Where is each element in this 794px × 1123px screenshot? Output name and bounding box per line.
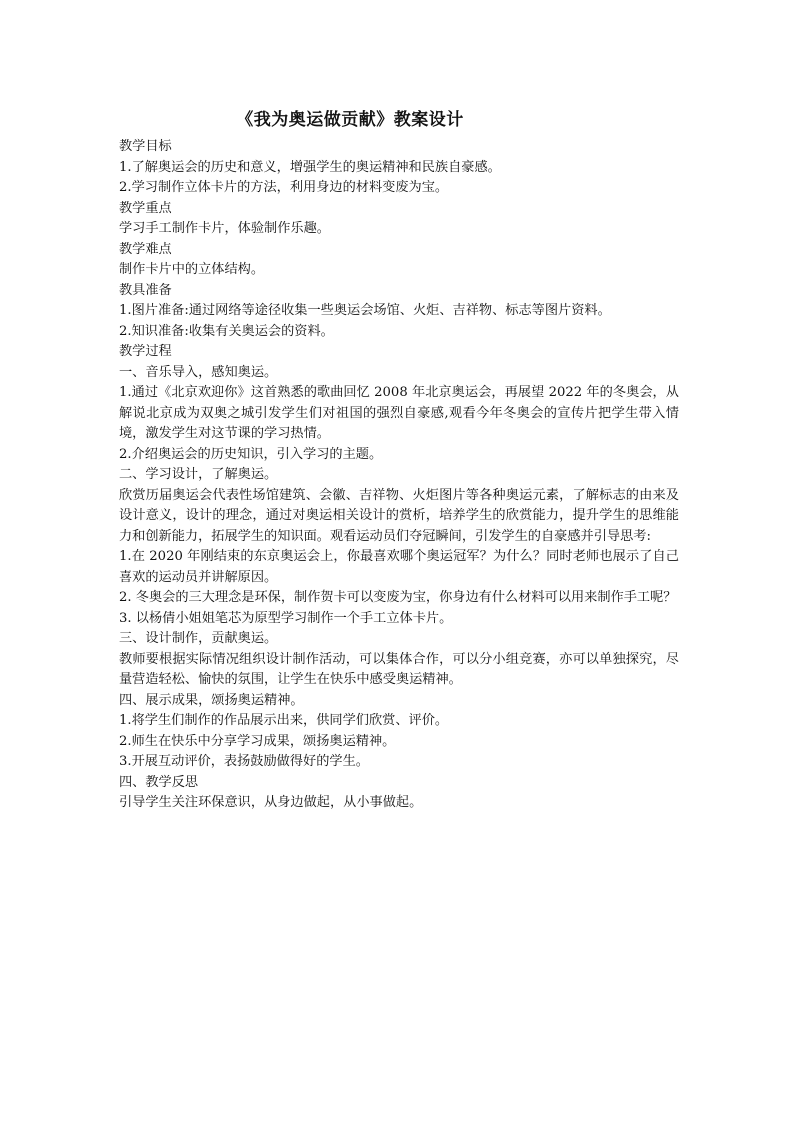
step4-item-3: 3.开展互动评价，表扬鼓励做得好的学生。 (119, 754, 369, 769)
step2-heading: 二、学习设计，了解奥运。 (119, 467, 278, 482)
step2-question-3: 3. 以杨倩小姐姐笔芯为原型学习制作一个手工立体卡片。 (119, 610, 453, 626)
process-heading: 教学过程 (119, 344, 172, 359)
key-points-heading: 教学重点 (119, 200, 172, 216)
step4-item-2: 2.师生在快乐中分享学习成果，颂扬奥运精神。 (119, 733, 396, 749)
objective-1: 1.了解奥运会的历史和意义，增强学生的奥运精神和民族自豪感。 (119, 159, 501, 175)
objective-2: 2.学习制作立体卡片的方法，利用身边的材料变废为宝。 (119, 180, 449, 195)
document-title: 《我为奥运做贡献》教案设计 (236, 110, 464, 130)
step1-item-1: 1.通过《北京欢迎你》这首熟悉的歌曲回忆 2008 年北京奥运会，再展望 2022 年的冬奥会，从解说北京成为双奥之城引发学生们对祖国的强烈自豪感,观看今年冬奥会的宣传片把学生带入情境，激发学生对这节课的学习热情。 (119, 385, 679, 441)
difficulties-text: 制作卡片中的立体结构。 (119, 262, 265, 277)
difficulties-heading: 教学难点 (119, 241, 172, 257)
objectives-heading: 教学目标 (119, 139, 172, 154)
step3-text: 教师要根据实际情况组织设计制作活动，可以集体合作，可以分小组竞赛，亦可以单独探究，尽量营造轻松、愉快的氛围，让学生在快乐中感受奥运精神。 (119, 651, 679, 687)
document-body (119, 137, 679, 814)
material-2: 2.知识准备:收集有关奥运会的资料。 (119, 323, 334, 339)
step2-text: 欣赏历届奥运会代表性场馆建筑、会徽、吉祥物、火炬图片等各种奥运元素，了解标志的由来及设计意义，设计的理念，通过对奥运相关设计的赏析，培养学生的欣赏能力，提升学生的思维能力和创新能力，拓展学生的知识面。观看运动员们夺冠瞬间，引发学生的自豪感并引导思考: (119, 487, 679, 544)
key-points-text: 学习手工制作卡片，体验制作乐趣。 (119, 221, 330, 236)
step3-heading: 三、设计制作，贡献奥运。 (119, 631, 278, 646)
reflection-heading: 四、教学反思 (119, 774, 199, 790)
step2-question-1: 1.在 2020 年刚结束的东京奥运会上，你最喜欢哪个奥运冠军？为什么？同时老师也展示了自己喜欢的运动员并讲解原因。 (119, 549, 679, 585)
step4-heading: 四、展示成果，颂扬奥运精神。 (119, 692, 304, 708)
step1-heading: 一、音乐导入，感知奥运。 (119, 364, 278, 380)
step4-item-1: 1.将学生们制作的作品展示出来，供同学们欣赏、评价。 (119, 713, 449, 728)
step2-question-2: 2. 冬奥会的三大理念是环保，制作贺卡可以变废为宝，你身边有什么材料可以用来制作手工呢？ (119, 590, 677, 605)
materials-heading: 教具准备 (119, 282, 172, 298)
step1-item-2: 2.介绍奥运会的历史知识，引入学习的主题。 (119, 446, 383, 462)
material-1: 1.图片准备:通过网络等途径收集一些奥运会场馆、火炬、吉祥物、标志等图片资料。 (119, 303, 611, 318)
reflection-text: 引导学生关注环保意识，从身边做起，从小事做起。 (119, 795, 423, 810)
